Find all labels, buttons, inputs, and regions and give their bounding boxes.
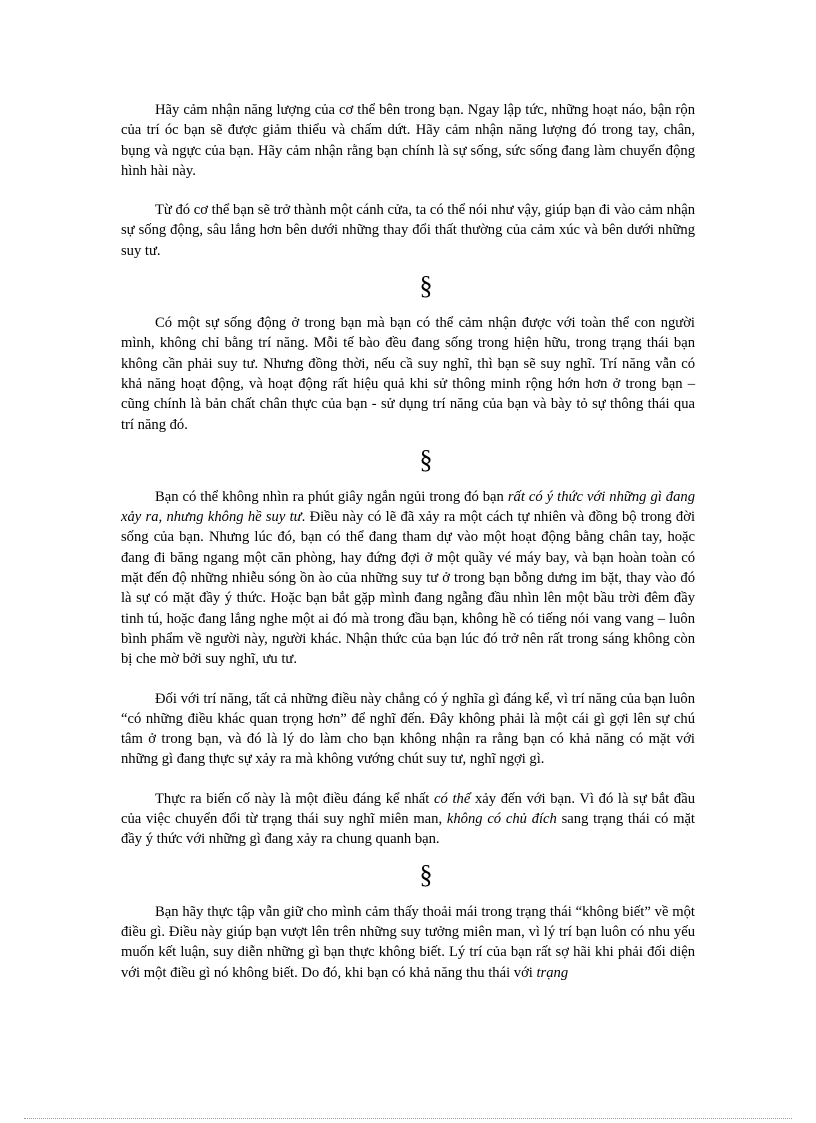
emphasis-text: trạng bbox=[536, 964, 569, 981]
emphasis-text: rất có ý thức với những gì đang xảy ra, nhưng không hề suy tư bbox=[121, 488, 695, 526]
emphasis-text: có thể bbox=[434, 790, 471, 807]
page-footer-rule bbox=[24, 1118, 792, 1119]
paragraph-4: Bạn có thể không nhìn ra phút giây ngắn ngủi trong đó bạn rất có ý thức với những gì đang xảy ra, nhưng không hề suy tư. Điều này có lẽ đã xảy ra một cách tự nhiên và đồng bộ trong đời sống của bạn. Nhưng lúc đó, bạn có thể đang tham dự vào một hoạt động bằng chân tay, hoặc đang đi băng ngang một căn phòng, hay đứng đợi ở một quầy vé máy bay, và bạn hoàn toàn có mặt đến độ những nhiễu sóng ồn ào của những suy tư ở trong bạn bỗng dưng im bặt, thay vào đó là sự có mặt đầy ý thức. Hoặc bạn bắt gặp mình đang ngẫng đầu nhìn lên một bầu trời đêm đầy tinh tú, hoặc đang lắng nghe một ai đó mà trong đầu bạn, không hề có tiếng nói vang vang – luôn bình phẩm về người này, người khác. Nhận thức của bạn lúc đó trở nên rất trong sáng không còn bị che mờ bởi suy nghĩ, ưu tư. bbox=[121, 488, 695, 668]
paragraph-3: Có một sự sống động ở trong bạn mà bạn có thể cảm nhận được với toàn thể con người mình, không chỉ bằng trí năng. Mỗi tế bào đều đang sống trong hiện hữu, trong trạng thái bạn không cần phải suy tư. Nhưng đồng thời, nếu cầ suy nghĩ, thì bạn sẽ suy nghĩ. Trí năng vẫn có khả năng hoạt động, và hoạt động rất hiệu quả khi sử thông minh rộng hớn hơn ở trong bạn – cũng chính là bản chất chân thực của bạn - sử dụng trí năng của bạn và bày tỏ sự thông thái qua trí năng đó. bbox=[121, 315, 695, 433]
emphasis-text: không có chủ đích bbox=[446, 811, 557, 828]
section-separator: § bbox=[419, 271, 433, 301]
paragraph-5: Đối với trí năng, tất cả những điều này chẳng có ý nghĩa gì đáng kể, vì trí năng của bạn luôn “có những điều khác quan trọng hơn” để nghĩ đến. Đây không phải là một cái gì gợi lên sự chú tâm ở trong bạn, và đó là lý do làm cho bạn không nhận ra rằng bạn có khả năng có mặt với những gì đang thực sự xảy ra mà không vướng chút suy tư, nghĩ ngợi gì. bbox=[121, 690, 695, 768]
paragraph-2: Từ đó cơ thể bạn sẽ trở thành một cánh cửa, ta có thể nói như vậy, giúp bạn đi vào cảm nhận sự sống động, sâu lắng hơn bên dưới những thay đổi thất thường của cảm xúc và bên dưới những suy tư. bbox=[121, 202, 695, 259]
paragraph-7: Bạn hãy thực tập vẫn giữ cho mình cảm thấy thoải mái trong trạng thái “không biết” về một điều gì. Điều này giúp bạn vượt lên trên những suy tưởng miên man, vì lý trí bạn luôn có nhu yếu muốn kết luận, suy diễn những gì bạn thực không biết. Lý trí của bạn rất sợ hãi khi phải đối diện với một điều gì nó không biết. Do đó, khi bạn có khả năng thu thái với trạng bbox=[121, 903, 695, 981]
paragraph-6: Thực ra biến cố này là một điều đáng kể nhất có thể xảy đến với bạn. Vì đó là sự bắt đầu của việc chuyển đổi từ trạng thái suy nghĩ miên man, không có chủ đích sang trạng thái có mặt đầy ý thức với những gì đang xảy ra chung quanh bạn. bbox=[121, 790, 695, 848]
section-separator: § bbox=[419, 444, 433, 474]
section-separator: § bbox=[419, 859, 433, 889]
document-body bbox=[121, 100, 695, 983]
paragraph-1: Hãy cảm nhận năng lượng của cơ thể bên trong bạn. Ngay lập tức, những hoạt náo, bận rộn của trí óc bạn sẽ được giảm thiểu và chấm dứt. Hãy cảm nhận năng lượng đó trong tay, chân, bụng và ngực của bạn. Hãy cảm nhận rằng bạn chính là sự sống, sức sống đang làm chuyển động hình hài này. bbox=[121, 102, 695, 179]
